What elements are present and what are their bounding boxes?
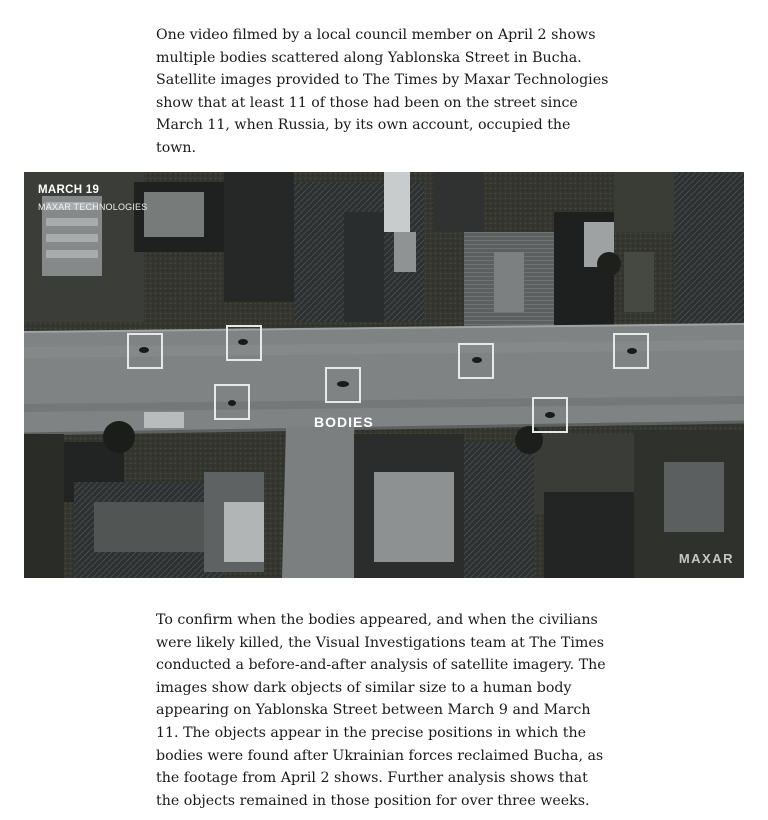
- satellite-image: [24, 172, 744, 578]
- image-date-label: MARCH 19: [38, 184, 100, 196]
- maxar-watermark: MAXAR: [678, 551, 734, 566]
- article-paragraph-2: To confirm when the bodies appeared, and when the civilians were likely killed, the Visual Investigations team at The Times conducted a before-and-after analysis of satellite imagery. The images show dark objects of similar size to a human body appearing on Yablonska Street between March 9 and March 11. The objects appear in the precise positions in which the bodies were found after Ukrainian forces reclaimed Bucha, as the footage from April 2 shows. Further analysis shows that the objects remained in those position for over three weeks.: [156, 612, 606, 809]
- bodies-annotation-label: BODIES: [314, 414, 374, 430]
- article-paragraph-1: One video filmed by a local council member on April 2 shows multiple bodies scattered along Yablonska Street in Bucha. Satellite images provided to The Times by Maxar Technologies show that at least 11 of those had been on the street since March 11, when Russia, by its own account, occupied the town.: [156, 27, 609, 156]
- satellite-image-figure: [24, 172, 744, 578]
- image-credit-label: MAXAR TECHNOLOGIES: [38, 202, 148, 212]
